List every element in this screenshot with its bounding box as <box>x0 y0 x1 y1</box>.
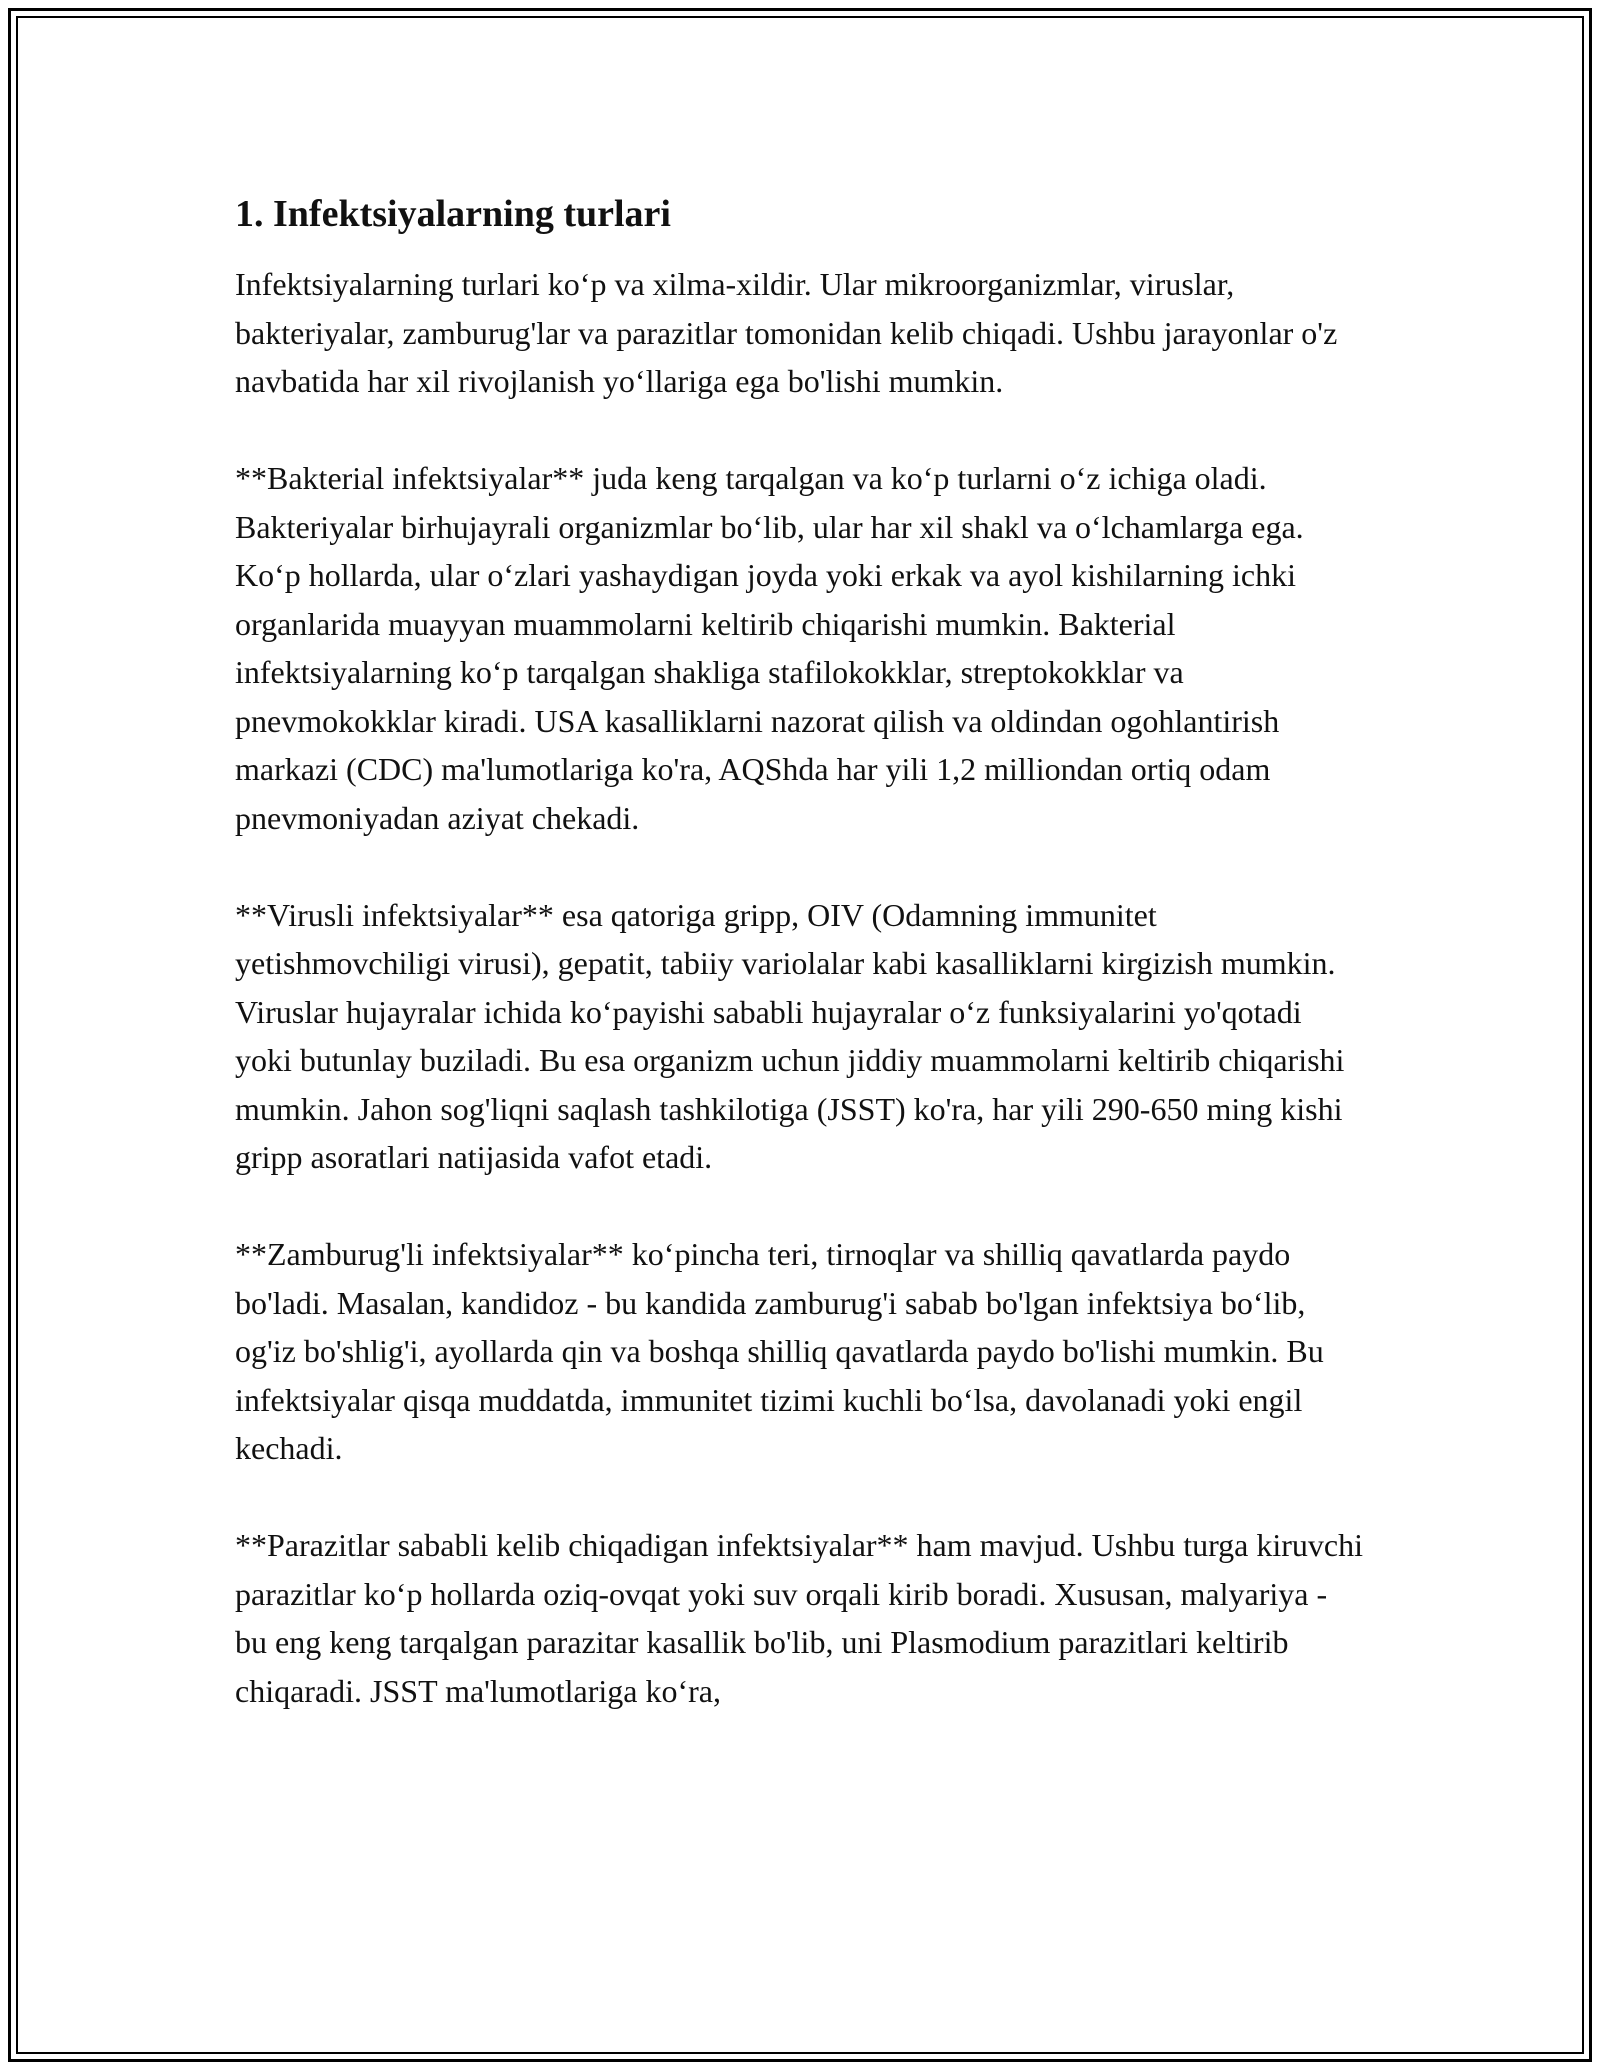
section-heading: 1. Infektsiyalarning turlari <box>235 193 671 235</box>
paragraph-intro: Infektsiyalarning turlari ko‘p va xilma-xildir. Ular mikroorganizmlar, viruslar, bakteriyalar, zamburug'lar va parazitlar tomonidan kelib chiqadi. Ushbu jarayonlar o'z navbatida har xil rivojlanish yo‘llariga ega bo'lishi mumkin. <box>235 266 1338 399</box>
paragraph-parasitic: **Parazitlar sababli kelib chiqadigan infektsiyalar** ham mavjud. Ushbu turga kiruvchi parazitlar ko‘p hollarda oziq-ovqat yoki suv orqali kirib boradi. Xususan, malyariya - bu eng keng tarqalgan parazitar kasallik bo'lib, uni Plasmodium parazitlari keltirib chiqaradi. JSST ma'lumotlariga ko‘ra, <box>235 1527 1363 1709</box>
document-body <box>235 186 1365 1764</box>
paragraph-viral: **Virusli infektsiyalar** esa qatoriga gripp, OIV (Odamning immunitet yetishmovchiligi virusi), gepatit, tabiiy variolalar kabi kasalliklarni kirgizish mumkin. Viruslar hujayralar ichida ko‘payishi sababli hujayralar o‘z funksiyalarini yo'qotadi yoki butunlay buziladi. Bu esa organizm uchun jiddiy muammolarni keltirib chiqarishi mumkin. Jahon sog'liqni saqlash tashkilotiga (JSST) ko'ra, har yili 290-650 ming kishi gripp asoratlari natijasida vafot etadi. <box>235 896 1345 1175</box>
paragraph-bacterial: **Bakterial infektsiyalar** juda keng tarqalgan va ko‘p turlarni o‘z ichiga oladi. Bakteriyalar birhujayrali organizmlar bo‘lib, ular har xil shakl va o‘lchamlarga ega. Ko‘p hollarda, ular o‘zlari yashaydigan joyda yoki erkak va ayol kishilarning ichki organlarida muayyan muammolarni keltirib chiqarishi mumkin. Bakterial infektsiyalarning ko‘p tarqalgan shakliga stafilokokklar, streptokokklar va pnevmokokklar kiradi. USA kasalliklarni nazorat qilish va oldindan ogohlantirish markazi (CDC) ma'lumotlariga ko'ra, AQShda har yili 1,2 milliondan ortiq odam pnevmoniyadan aziyat chekadi. <box>235 460 1304 836</box>
paragraph-fungal: **Zamburug'li infektsiyalar** ko‘pincha teri, tirnoqlar va shilliq qavatlarda paydo bo'ladi. Masalan, kandidoz - bu kandida zamburug'i sabab bo'lgan infektsiya bo‘lib, og'iz bo'shlig'i, ayollarda qin va boshqa shilliq qavatlarda paydo bo'lishi mumkin. Bu infektsiyalar qisqa muddatda, immunitet tizimi kuchli bo‘lsa, davolanadi yoki engil kechadi. <box>235 1236 1324 1466</box>
